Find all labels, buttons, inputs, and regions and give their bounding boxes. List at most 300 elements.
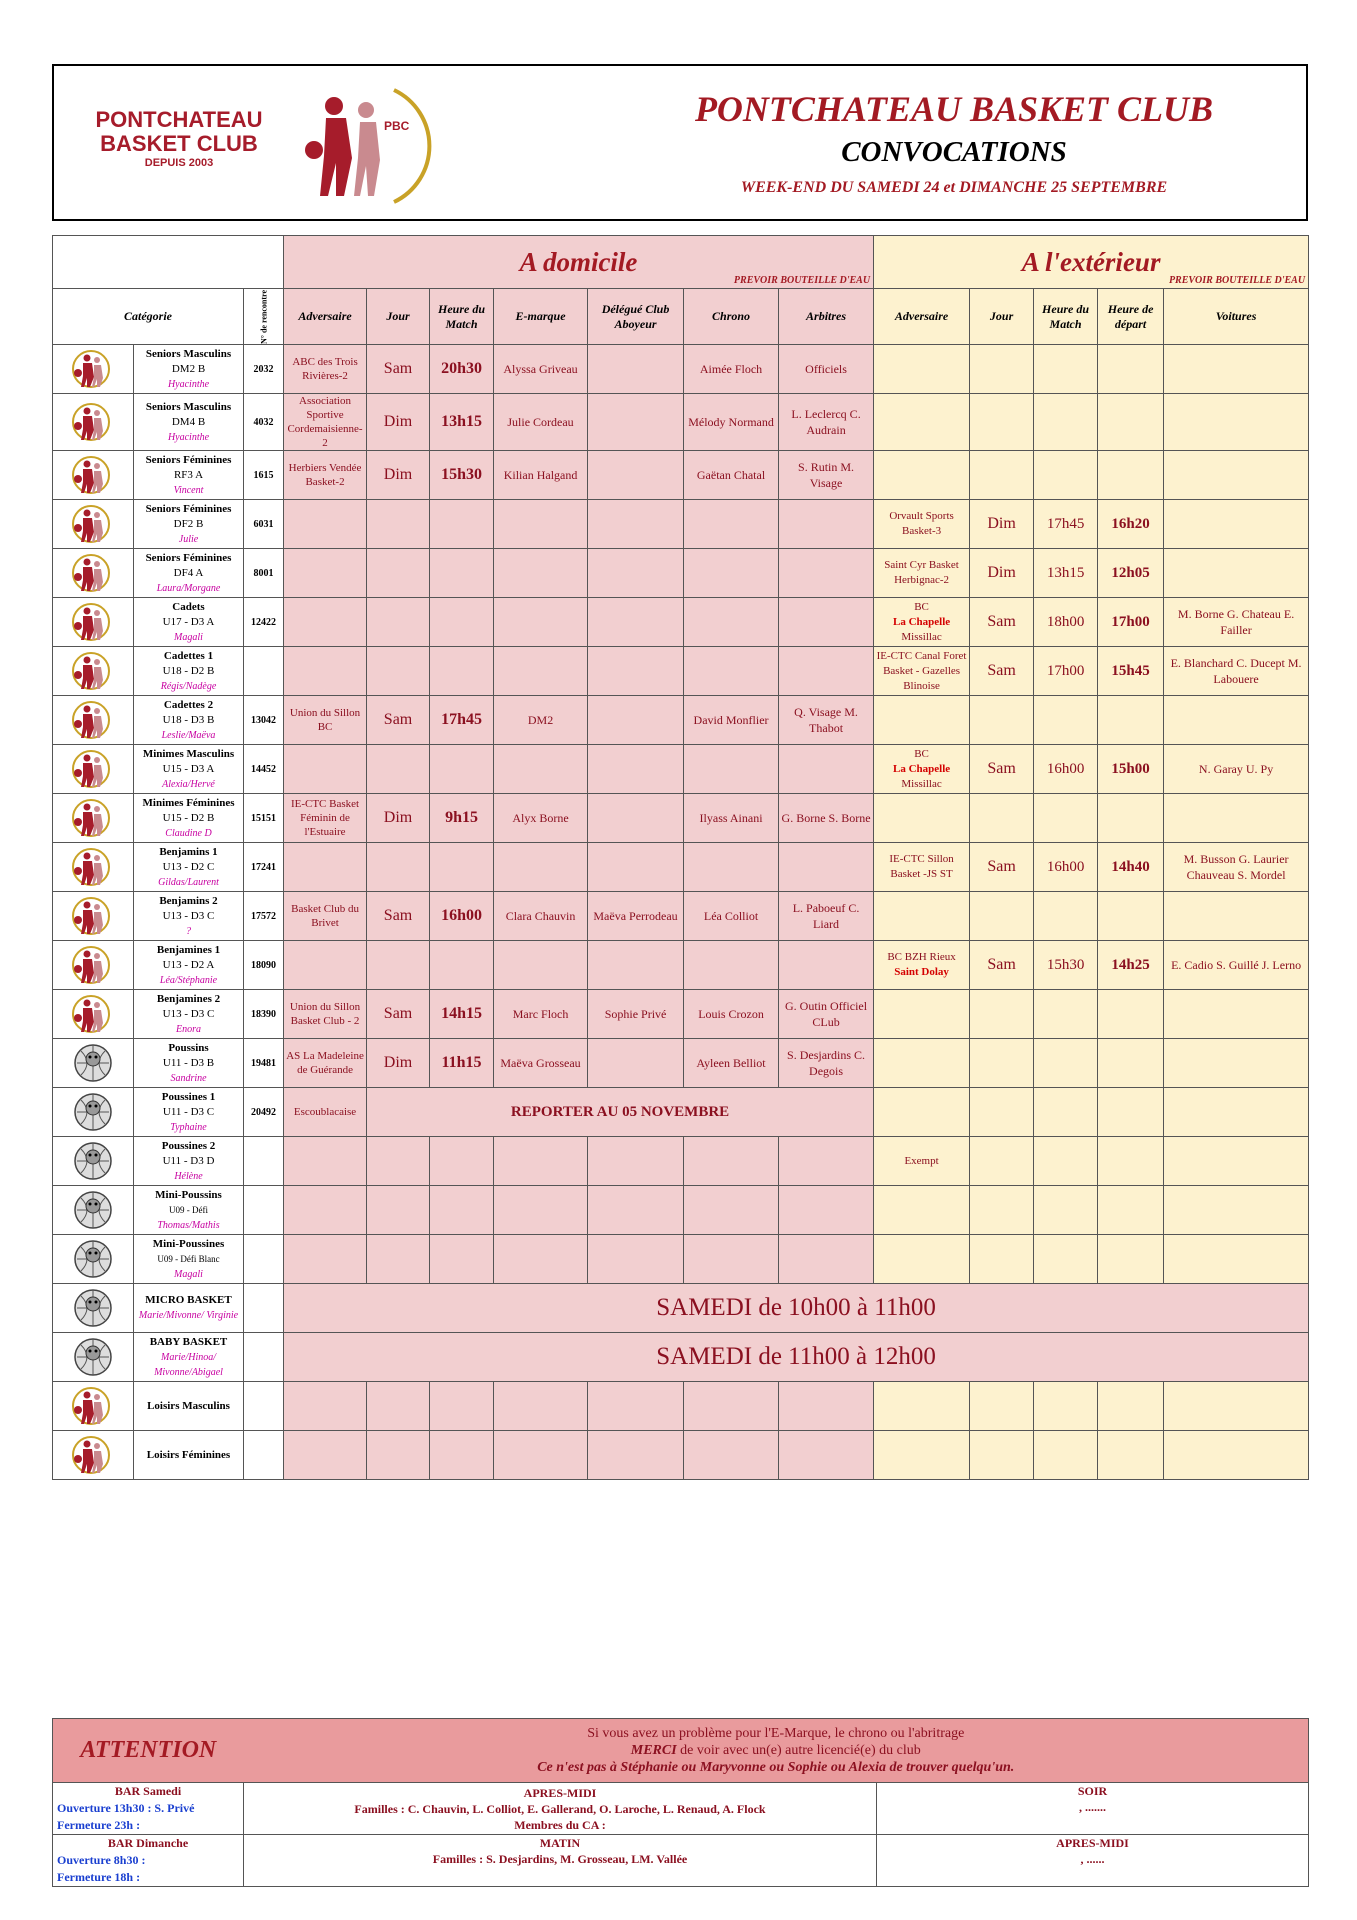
day-away: Dim <box>970 549 1034 598</box>
team-logo <box>53 745 134 794</box>
team-level: U09 - Défi <box>169 1204 208 1215</box>
team-row <box>53 794 1309 843</box>
team-name: Poussins <box>168 1041 209 1054</box>
away-section-header: A l'extérieur PREVOIR BOUTEILLE D'EAU <box>874 236 1309 289</box>
departure-time <box>1098 990 1164 1039</box>
team-level: U15 - D2 B <box>162 811 215 824</box>
pbc-logo-icon <box>67 400 119 444</box>
departure-time: 14h40 <box>1098 843 1164 892</box>
opponent-away <box>874 990 970 1039</box>
opponent-home <box>284 941 367 990</box>
pbc-logo-icon <box>67 502 119 546</box>
club-title: PONTCHATEAU BASKET CLUB <box>694 89 1214 129</box>
departure-time: 15h00 <box>1098 745 1164 794</box>
team-row <box>53 345 1309 394</box>
cars <box>1164 1137 1309 1186</box>
emarque <box>494 647 588 696</box>
team-category <box>134 500 244 549</box>
club-logo <box>74 78 444 208</box>
bar-samedi-soir-title: SOIR <box>1077 1784 1108 1798</box>
day-home: Sam <box>367 696 430 745</box>
col-adversaire-ext: Adversaire <box>874 289 970 345</box>
opponent-home: AS La Madeleine de Guérande <box>284 1039 367 1088</box>
day-home: Dim <box>367 794 430 843</box>
team-level: DF4 A <box>173 566 204 579</box>
bar-samedi-pm-ca: Membres du CA : <box>514 1817 606 1832</box>
mini-basket-logo-icon <box>67 1188 119 1232</box>
team-category <box>134 1382 244 1431</box>
departure-time <box>1098 394 1164 451</box>
emarque: Alyx Borne <box>494 794 588 843</box>
bar-dimanche-title: BAR Dimanche <box>107 1836 189 1850</box>
departure-time: 17h00 <box>1098 598 1164 647</box>
day-home: Sam <box>367 345 430 394</box>
team-logo <box>53 394 134 451</box>
col-heure: Heure du Match <box>430 289 494 345</box>
bar-samedi-pm-families: Familles : C. Chauvin, L. Colliot, E. Gallerand, O. Laroche, L. Renaud, A. Flock <box>354 1801 766 1816</box>
team-category <box>134 1088 244 1137</box>
time-away: 16h00 <box>1034 745 1098 794</box>
team-name: Loisirs Féminines <box>146 1448 231 1461</box>
team-category <box>134 745 244 794</box>
team-logo <box>53 892 134 941</box>
team-coach: Thomas/Mathis <box>157 1219 220 1231</box>
opponent-home <box>284 843 367 892</box>
day-home <box>367 1431 430 1480</box>
postponed-notice: REPORTER AU 05 NOVEMBRE <box>367 1088 874 1137</box>
arbitres <box>779 549 874 598</box>
opponent-away: IE-CTC Canal Foret Basket - Gazelles Blinoise <box>874 647 970 696</box>
opponent-home <box>284 1382 367 1431</box>
team-logo <box>53 941 134 990</box>
team-row <box>53 1431 1309 1480</box>
match-number: 8001 <box>244 549 284 598</box>
opponent-home: ABC des Trois Rivières-2 <box>284 345 367 394</box>
pbc-logo-icon <box>67 845 119 889</box>
team-logo <box>53 451 134 500</box>
team-row <box>53 696 1309 745</box>
departure-time: 12h05 <box>1098 549 1164 598</box>
day-home <box>367 745 430 794</box>
team-logo <box>53 1235 134 1284</box>
chrono <box>684 1235 779 1284</box>
departure-time <box>1098 1039 1164 1088</box>
col-depart: Heure de départ <box>1098 289 1164 345</box>
cars <box>1164 794 1309 843</box>
logo-since: DEPUIS 2003 <box>144 157 214 169</box>
match-number: 18090 <box>244 941 284 990</box>
delegue <box>588 843 684 892</box>
pbc-logo-icon <box>67 600 119 644</box>
team-row <box>53 647 1309 696</box>
time-home: 15h30 <box>430 451 494 500</box>
team-name: MICRO BASKET <box>145 1294 232 1306</box>
cars <box>1164 549 1309 598</box>
opponent-home <box>284 500 367 549</box>
team-row <box>53 1088 1309 1137</box>
team-logo <box>53 647 134 696</box>
match-number <box>244 1137 284 1186</box>
team-category <box>134 1186 244 1235</box>
time-home: 14h15 <box>430 990 494 1039</box>
chrono <box>684 549 779 598</box>
time-home: 13h15 <box>430 394 494 451</box>
page-header <box>52 64 1308 221</box>
team-name: Cadets <box>172 600 205 613</box>
cars <box>1164 1431 1309 1480</box>
match-number <box>244 1235 284 1284</box>
delegue: Sophie Privé <box>588 990 684 1039</box>
cars <box>1164 1235 1309 1284</box>
team-level: U09 - Défi Blanc <box>157 1253 220 1264</box>
delegue <box>588 794 684 843</box>
time-home <box>430 500 494 549</box>
match-number <box>244 1284 284 1333</box>
team-logo <box>53 1284 134 1333</box>
arbitres: G. Borne S. Borne <box>779 794 874 843</box>
team-category <box>134 1333 244 1382</box>
team-row <box>53 990 1309 1039</box>
match-number: 17572 <box>244 892 284 941</box>
match-number: 19481 <box>244 1039 284 1088</box>
departure-time <box>1098 1186 1164 1235</box>
emarque: Julie Cordeau <box>494 394 588 451</box>
session-banner: SAMEDI de 11h00 à 12h00 <box>284 1333 1309 1382</box>
team-row <box>53 1039 1309 1088</box>
team-coach: Typhaine <box>170 1121 207 1133</box>
mini-basket-logo-icon <box>67 1286 119 1330</box>
cars: M. Busson G. Laurier Chauveau S. Mordel <box>1164 843 1309 892</box>
team-level: U13 - D3 C <box>162 1007 215 1020</box>
team-name: Mini-Poussines <box>152 1237 225 1250</box>
match-number <box>244 1431 284 1480</box>
team-category <box>134 794 244 843</box>
cars <box>1164 394 1309 451</box>
col-jour-ext: Jour <box>970 289 1034 345</box>
team-level: DM4 B <box>171 415 206 428</box>
delegue: Maëva Perrodeau <box>588 892 684 941</box>
team-category <box>134 394 244 451</box>
opponent-home <box>284 647 367 696</box>
opponent-away <box>874 1431 970 1480</box>
delegue <box>588 1186 684 1235</box>
attention-line2: MERCI de voir avec un(e) autre licencié(e) du club <box>630 1743 921 1758</box>
opponent-away <box>874 794 970 843</box>
day-home: Dim <box>367 394 430 451</box>
team-coach: Claudine D <box>165 827 212 839</box>
team-coach: Laura/Morgane <box>156 582 221 594</box>
team-level: DF2 B <box>173 517 204 530</box>
time-away <box>1034 1382 1098 1431</box>
team-category <box>134 598 244 647</box>
match-number: 13042 <box>244 696 284 745</box>
cars: E. Cadio S. Guillé J. Lerno <box>1164 941 1309 990</box>
team-level: U13 - D2 A <box>162 958 215 971</box>
team-category <box>134 892 244 941</box>
match-number: 17241 <box>244 843 284 892</box>
bar-samedi-title: BAR Samedi <box>114 1784 182 1798</box>
arbitres <box>779 745 874 794</box>
team-category <box>134 1137 244 1186</box>
departure-time <box>1098 1382 1164 1431</box>
day-away <box>970 794 1034 843</box>
col-num: N° de rencontre <box>244 289 284 345</box>
opponent-away: Saint Cyr Basket Herbignac-2 <box>874 549 970 598</box>
cars <box>1164 345 1309 394</box>
arbitres <box>779 1235 874 1284</box>
chrono <box>684 1431 779 1480</box>
departure-time <box>1098 345 1164 394</box>
delegue <box>588 941 684 990</box>
team-coach: Marie/Hinoa/ Mivonne/Abigael <box>154 1351 223 1378</box>
opponent-away <box>874 1382 970 1431</box>
day-away <box>970 990 1034 1039</box>
pbc-logo-icon <box>67 551 119 595</box>
col-emarque: E-marque <box>494 289 588 345</box>
time-away <box>1034 1039 1098 1088</box>
emarque: Clara Chauvin <box>494 892 588 941</box>
emarque <box>494 745 588 794</box>
session-banner: SAMEDI de 10h00 à 11h00 <box>284 1284 1309 1333</box>
col-adversaire: Adversaire <box>284 289 367 345</box>
arbitres <box>779 647 874 696</box>
team-row <box>53 598 1309 647</box>
cars <box>1164 451 1309 500</box>
day-home <box>367 647 430 696</box>
opponent-away: IE-CTC Sillon Basket -JS ST <box>874 843 970 892</box>
pbc-logo-icon <box>67 894 119 938</box>
attention-line3: Ce n'est pas à Stéphanie ou Maryvonne ou Sophie ou Alexia de trouver quelqu'un. <box>537 1760 1015 1775</box>
time-home: 9h15 <box>430 794 494 843</box>
team-row <box>53 1333 1309 1382</box>
opponent-home: Union du Sillon Basket Club - 2 <box>284 990 367 1039</box>
team-name: Benjamins 2 <box>159 894 218 907</box>
convocations-title: CONVOCATIONS <box>841 136 1067 168</box>
team-coach: Hyacinthe <box>167 431 210 443</box>
day-home: Sam <box>367 892 430 941</box>
pbc-logo-icon <box>67 1433 119 1477</box>
cars <box>1164 892 1309 941</box>
team-row <box>53 451 1309 500</box>
opponent-away <box>874 345 970 394</box>
opponent-home <box>284 1186 367 1235</box>
team-name: Cadettes 2 <box>163 698 214 711</box>
opponent-home: Association Sportive Cordemaisienne-2 <box>284 394 367 451</box>
team-category <box>134 941 244 990</box>
time-away <box>1034 794 1098 843</box>
chrono: David Monflier <box>684 696 779 745</box>
team-name: Benjamines 1 <box>156 943 221 956</box>
team-coach: Régis/Nadège <box>160 680 217 692</box>
delegue <box>588 1235 684 1284</box>
emarque <box>494 1382 588 1431</box>
team-level: U11 - D3 C <box>162 1105 215 1118</box>
day-home: Dim <box>367 1039 430 1088</box>
team-name: Seniors Masculins <box>145 400 232 413</box>
time-away <box>1034 394 1098 451</box>
match-number: 2032 <box>244 345 284 394</box>
match-number <box>244 1382 284 1431</box>
day-away: Dim <box>970 500 1034 549</box>
team-category <box>134 345 244 394</box>
time-away: 16h00 <box>1034 843 1098 892</box>
time-home <box>430 1431 494 1480</box>
arbitres <box>779 1431 874 1480</box>
team-logo <box>53 598 134 647</box>
team-name: Seniors Masculins <box>145 347 232 360</box>
match-number <box>244 1186 284 1235</box>
team-coach: Magali <box>174 631 203 643</box>
day-home <box>367 1382 430 1431</box>
time-home <box>430 941 494 990</box>
arbitres: L. Leclercq C. Audrain <box>779 394 874 451</box>
mini-basket-logo-icon <box>67 1335 119 1379</box>
arbitres <box>779 1137 874 1186</box>
time-away: 15h30 <box>1034 941 1098 990</box>
day-home <box>367 1186 430 1235</box>
team-category <box>134 990 244 1039</box>
cars <box>1164 696 1309 745</box>
emarque <box>494 1431 588 1480</box>
arbitres <box>779 941 874 990</box>
team-category <box>134 843 244 892</box>
team-level: RF3 A <box>173 468 204 481</box>
team-coach: Julie <box>178 533 199 545</box>
departure-time <box>1098 1431 1164 1480</box>
cars <box>1164 1039 1309 1088</box>
opponent-home <box>284 1431 367 1480</box>
cars <box>1164 990 1309 1039</box>
match-number <box>244 647 284 696</box>
chrono: Gaëtan Chatal <box>684 451 779 500</box>
arbitres <box>779 1382 874 1431</box>
chrono <box>684 941 779 990</box>
day-home: Sam <box>367 990 430 1039</box>
departure-time <box>1098 892 1164 941</box>
team-level: U11 - D3 B <box>162 1056 215 1069</box>
chrono: Mélody Normand <box>684 394 779 451</box>
team-coach: Sandrine <box>170 1072 207 1084</box>
time-home <box>430 745 494 794</box>
team-coach: Magali <box>174 1268 203 1280</box>
team-row <box>53 941 1309 990</box>
time-away <box>1034 1137 1098 1186</box>
bar-dimanche-close: Fermeture 18h : <box>57 1870 141 1884</box>
chrono: Léa Colliot <box>684 892 779 941</box>
svg-text:PBC: PBC <box>384 119 410 133</box>
day-home <box>367 941 430 990</box>
team-level: U18 - D3 B <box>162 713 215 726</box>
team-coach: Léa/Stéphanie <box>159 974 218 986</box>
team-logo <box>53 843 134 892</box>
arbitres: L. Paboeuf C. Liard <box>779 892 874 941</box>
arbitres: Q. Visage M. Thabot <box>779 696 874 745</box>
opponent-home: Herbiers Vendée Basket-2 <box>284 451 367 500</box>
bar-samedi-pm-title: APRES-MIDI <box>523 1785 597 1800</box>
team-name: Seniors Féminines <box>145 453 232 466</box>
bar-samedi-soir-val: , ....... <box>1079 1800 1106 1814</box>
team-name: Poussines 1 <box>161 1090 216 1103</box>
team-logo <box>53 500 134 549</box>
opponent-away <box>874 1039 970 1088</box>
team-row <box>53 549 1309 598</box>
time-away <box>1034 1235 1098 1284</box>
opponent-home <box>284 1235 367 1284</box>
team-name: Cadettes 1 <box>163 649 214 662</box>
delegue <box>588 598 684 647</box>
opponent-away <box>874 696 970 745</box>
departure-time: 15h45 <box>1098 647 1164 696</box>
col-chrono: Chrono <box>684 289 779 345</box>
team-logo <box>53 1137 134 1186</box>
team-level: U15 - D3 A <box>162 762 215 775</box>
day-away: Sam <box>970 745 1034 794</box>
time-home: 20h30 <box>430 345 494 394</box>
convocations-table <box>52 235 1309 1480</box>
emarque: Maëva Grosseau <box>494 1039 588 1088</box>
arbitres: Officiels <box>779 345 874 394</box>
emarque <box>494 941 588 990</box>
attention-bar-table <box>52 1718 1309 1887</box>
emarque: Alyssa Griveau <box>494 345 588 394</box>
team-name: Minimes Masculins <box>142 747 235 760</box>
chrono <box>684 843 779 892</box>
delegue <box>588 394 684 451</box>
team-logo <box>53 345 134 394</box>
opponent-away <box>874 1235 970 1284</box>
team-name: Seniors Féminines <box>145 502 232 515</box>
day-away <box>970 451 1034 500</box>
team-coach: Marie/Mivonne/ Virginie <box>138 1310 239 1321</box>
opponent-away <box>874 892 970 941</box>
team-coach: Hélène <box>174 1170 203 1182</box>
delegue <box>588 647 684 696</box>
chrono <box>684 1186 779 1235</box>
bar-samedi-open: Ouverture 13h30 : S. Privé <box>57 1801 195 1815</box>
day-home <box>367 500 430 549</box>
team-level: U13 - D2 C <box>162 860 215 873</box>
day-home <box>367 1137 430 1186</box>
match-number: 18390 <box>244 990 284 1039</box>
day-away <box>970 892 1034 941</box>
match-number: 20492 <box>244 1088 284 1137</box>
delegue <box>588 1382 684 1431</box>
col-jour: Jour <box>367 289 430 345</box>
bar-samedi-row <box>53 1783 1309 1835</box>
pbc-logo-icon <box>67 992 119 1036</box>
emarque <box>494 1137 588 1186</box>
team-name: Poussines 2 <box>161 1139 216 1152</box>
time-away: 17h00 <box>1034 647 1098 696</box>
bar-dimanche-open: Ouverture 8h30 : <box>57 1853 146 1867</box>
team-logo <box>53 1333 134 1382</box>
opponent-home: Union du Sillon BC <box>284 696 367 745</box>
day-away <box>970 345 1034 394</box>
team-coach: Hyacinthe <box>167 378 210 390</box>
home-section-header: A domicile PREVOIR BOUTEILLE D'EAU <box>284 236 874 289</box>
attention-row <box>53 1719 1309 1783</box>
opponent-away: BC La Chapelle Missillac <box>874 598 970 647</box>
chrono <box>684 598 779 647</box>
day-away <box>970 1186 1034 1235</box>
team-coach: ? <box>186 925 191 937</box>
opponent-home <box>284 745 367 794</box>
delegue <box>588 1039 684 1088</box>
team-category <box>134 1284 244 1333</box>
bar-samedi-close: Fermeture 23h : <box>57 1818 141 1832</box>
team-name: Benjamins 1 <box>159 845 218 858</box>
cars: M. Borne G. Chateau E. Failler <box>1164 598 1309 647</box>
